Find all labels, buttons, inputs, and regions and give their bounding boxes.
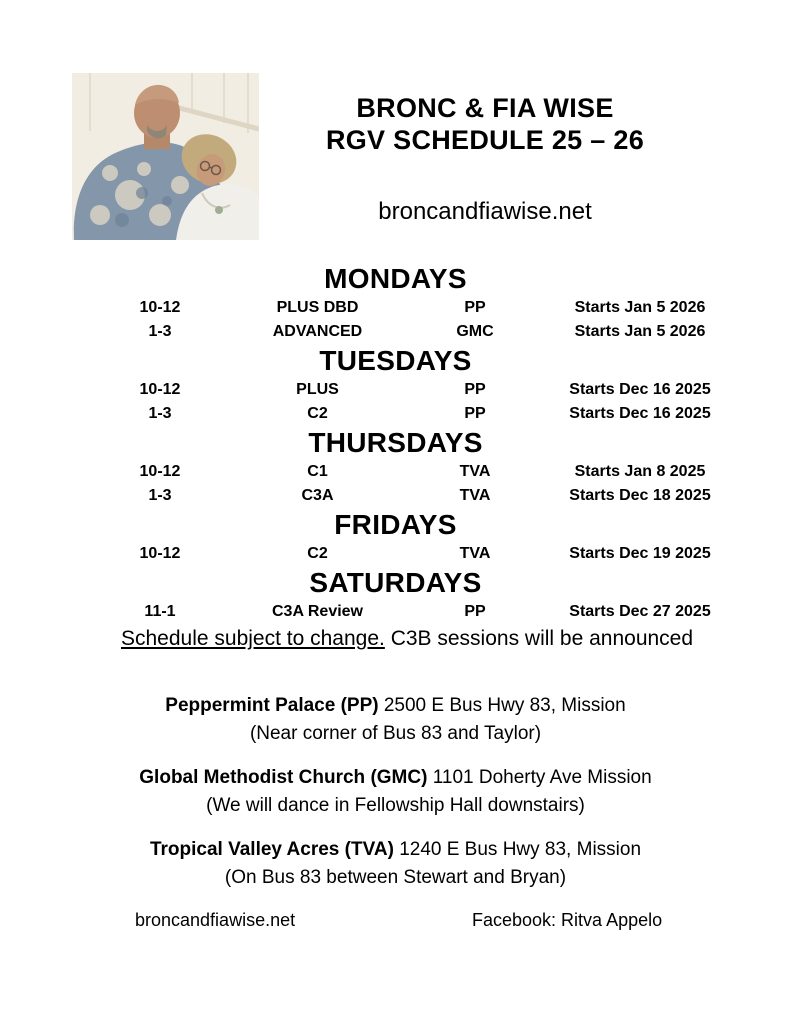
venue-line (0, 764, 791, 792)
footer-facebook: Facebook: Ritva Appelo (472, 910, 663, 930)
row-venue: PP (464, 603, 486, 620)
schedule-row (90, 402, 791, 426)
note-underlined: Schedule subject to change. (121, 627, 385, 650)
venue-address: 1240 E Bus Hwy 83, Mission (399, 839, 642, 860)
row-time: 1-3 (148, 487, 172, 504)
row-time: 10-12 (139, 381, 181, 398)
row-class: PLUS (296, 381, 339, 398)
venue-detail: (We will dance in Fellowship Hall downstairs) (206, 795, 585, 816)
venue-line (0, 692, 791, 720)
row-time: 10-12 (139, 299, 181, 316)
schedule-row (90, 600, 791, 624)
row-class: PLUS DBD (276, 299, 359, 316)
row-starts: Starts Jan 5 2026 (574, 299, 706, 316)
venue-detail: (Near corner of Bus 83 and Taylor) (249, 723, 542, 744)
schedule-row (90, 542, 791, 566)
venue-name: Tropical Valley Acres (TVA) (149, 839, 394, 860)
header-website: broncandfiawise.net (378, 198, 592, 225)
day-header-tuesdays: TUESDAYS (319, 345, 472, 376)
venue-block-tva (0, 836, 791, 892)
row-starts: Starts Dec 16 2025 (569, 405, 711, 422)
row-starts: Starts Jan 8 2025 (574, 463, 706, 480)
schedule-note (121, 624, 791, 654)
venue-block-pp (0, 692, 791, 748)
row-venue: PP (464, 381, 486, 398)
note-rest: C3B sessions will be announced (384, 627, 694, 650)
day-header-fridays: FRIDAYS (334, 509, 457, 540)
row-time: 11-1 (144, 603, 176, 620)
row-venue: PP (464, 405, 486, 422)
row-starts: Starts Dec 19 2025 (569, 545, 711, 562)
venue-address: 2500 E Bus Hwy 83, Mission (383, 695, 626, 716)
row-class: C1 (307, 463, 328, 480)
header (285, 92, 685, 227)
schedule-row (90, 378, 791, 402)
venue-name: Global Methodist Church (GMC) (139, 767, 428, 788)
row-starts: Starts Dec 18 2025 (569, 487, 711, 504)
day-header-thursdays: THURSDAYS (308, 427, 483, 458)
row-venue: PP (464, 299, 486, 316)
venue-line (0, 836, 791, 864)
venue-detail: (On Bus 83 between Stewart and Bryan) (224, 867, 567, 888)
day-header-saturdays: SATURDAYS (309, 567, 482, 598)
row-class: ADVANCED (272, 323, 363, 340)
row-venue: TVA (459, 545, 491, 562)
page-subtitle: RGV SCHEDULE 25 – 26 (325, 125, 645, 155)
schedule-row (90, 320, 791, 344)
footer-website: broncandfiawise.net (135, 910, 296, 930)
row-time: 10-12 (139, 463, 181, 480)
row-class: C3A Review (272, 603, 363, 620)
venue-name: Peppermint Palace (PP) (165, 695, 379, 716)
schedule-row (90, 484, 791, 508)
row-venue: GMC (456, 323, 494, 340)
venue-address: 1101 Doherty Ave Mission (432, 767, 652, 788)
row-starts: Starts Jan 5 2026 (574, 323, 706, 340)
row-time: 10-12 (139, 545, 181, 562)
row-starts: Starts Dec 27 2025 (569, 603, 711, 620)
row-class: C2 (307, 545, 328, 562)
venue-block-gmc (0, 764, 791, 820)
row-venue: TVA (459, 487, 491, 504)
page-title: BRONC & FIA WISE (356, 93, 614, 123)
row-venue: TVA (459, 463, 491, 480)
schedule-row (90, 296, 791, 320)
row-starts: Starts Dec 16 2025 (569, 381, 711, 398)
schedule-row (90, 460, 791, 484)
row-class: C2 (307, 405, 328, 422)
couple-photo-graphic (72, 73, 259, 240)
row-time: 1-3 (148, 323, 172, 340)
row-class: C3A (301, 487, 334, 504)
row-time: 1-3 (148, 405, 172, 422)
venue-list (0, 692, 791, 908)
couple-photo (72, 73, 259, 240)
day-header-mondays: MONDAYS (324, 263, 467, 294)
schedule (0, 262, 791, 654)
